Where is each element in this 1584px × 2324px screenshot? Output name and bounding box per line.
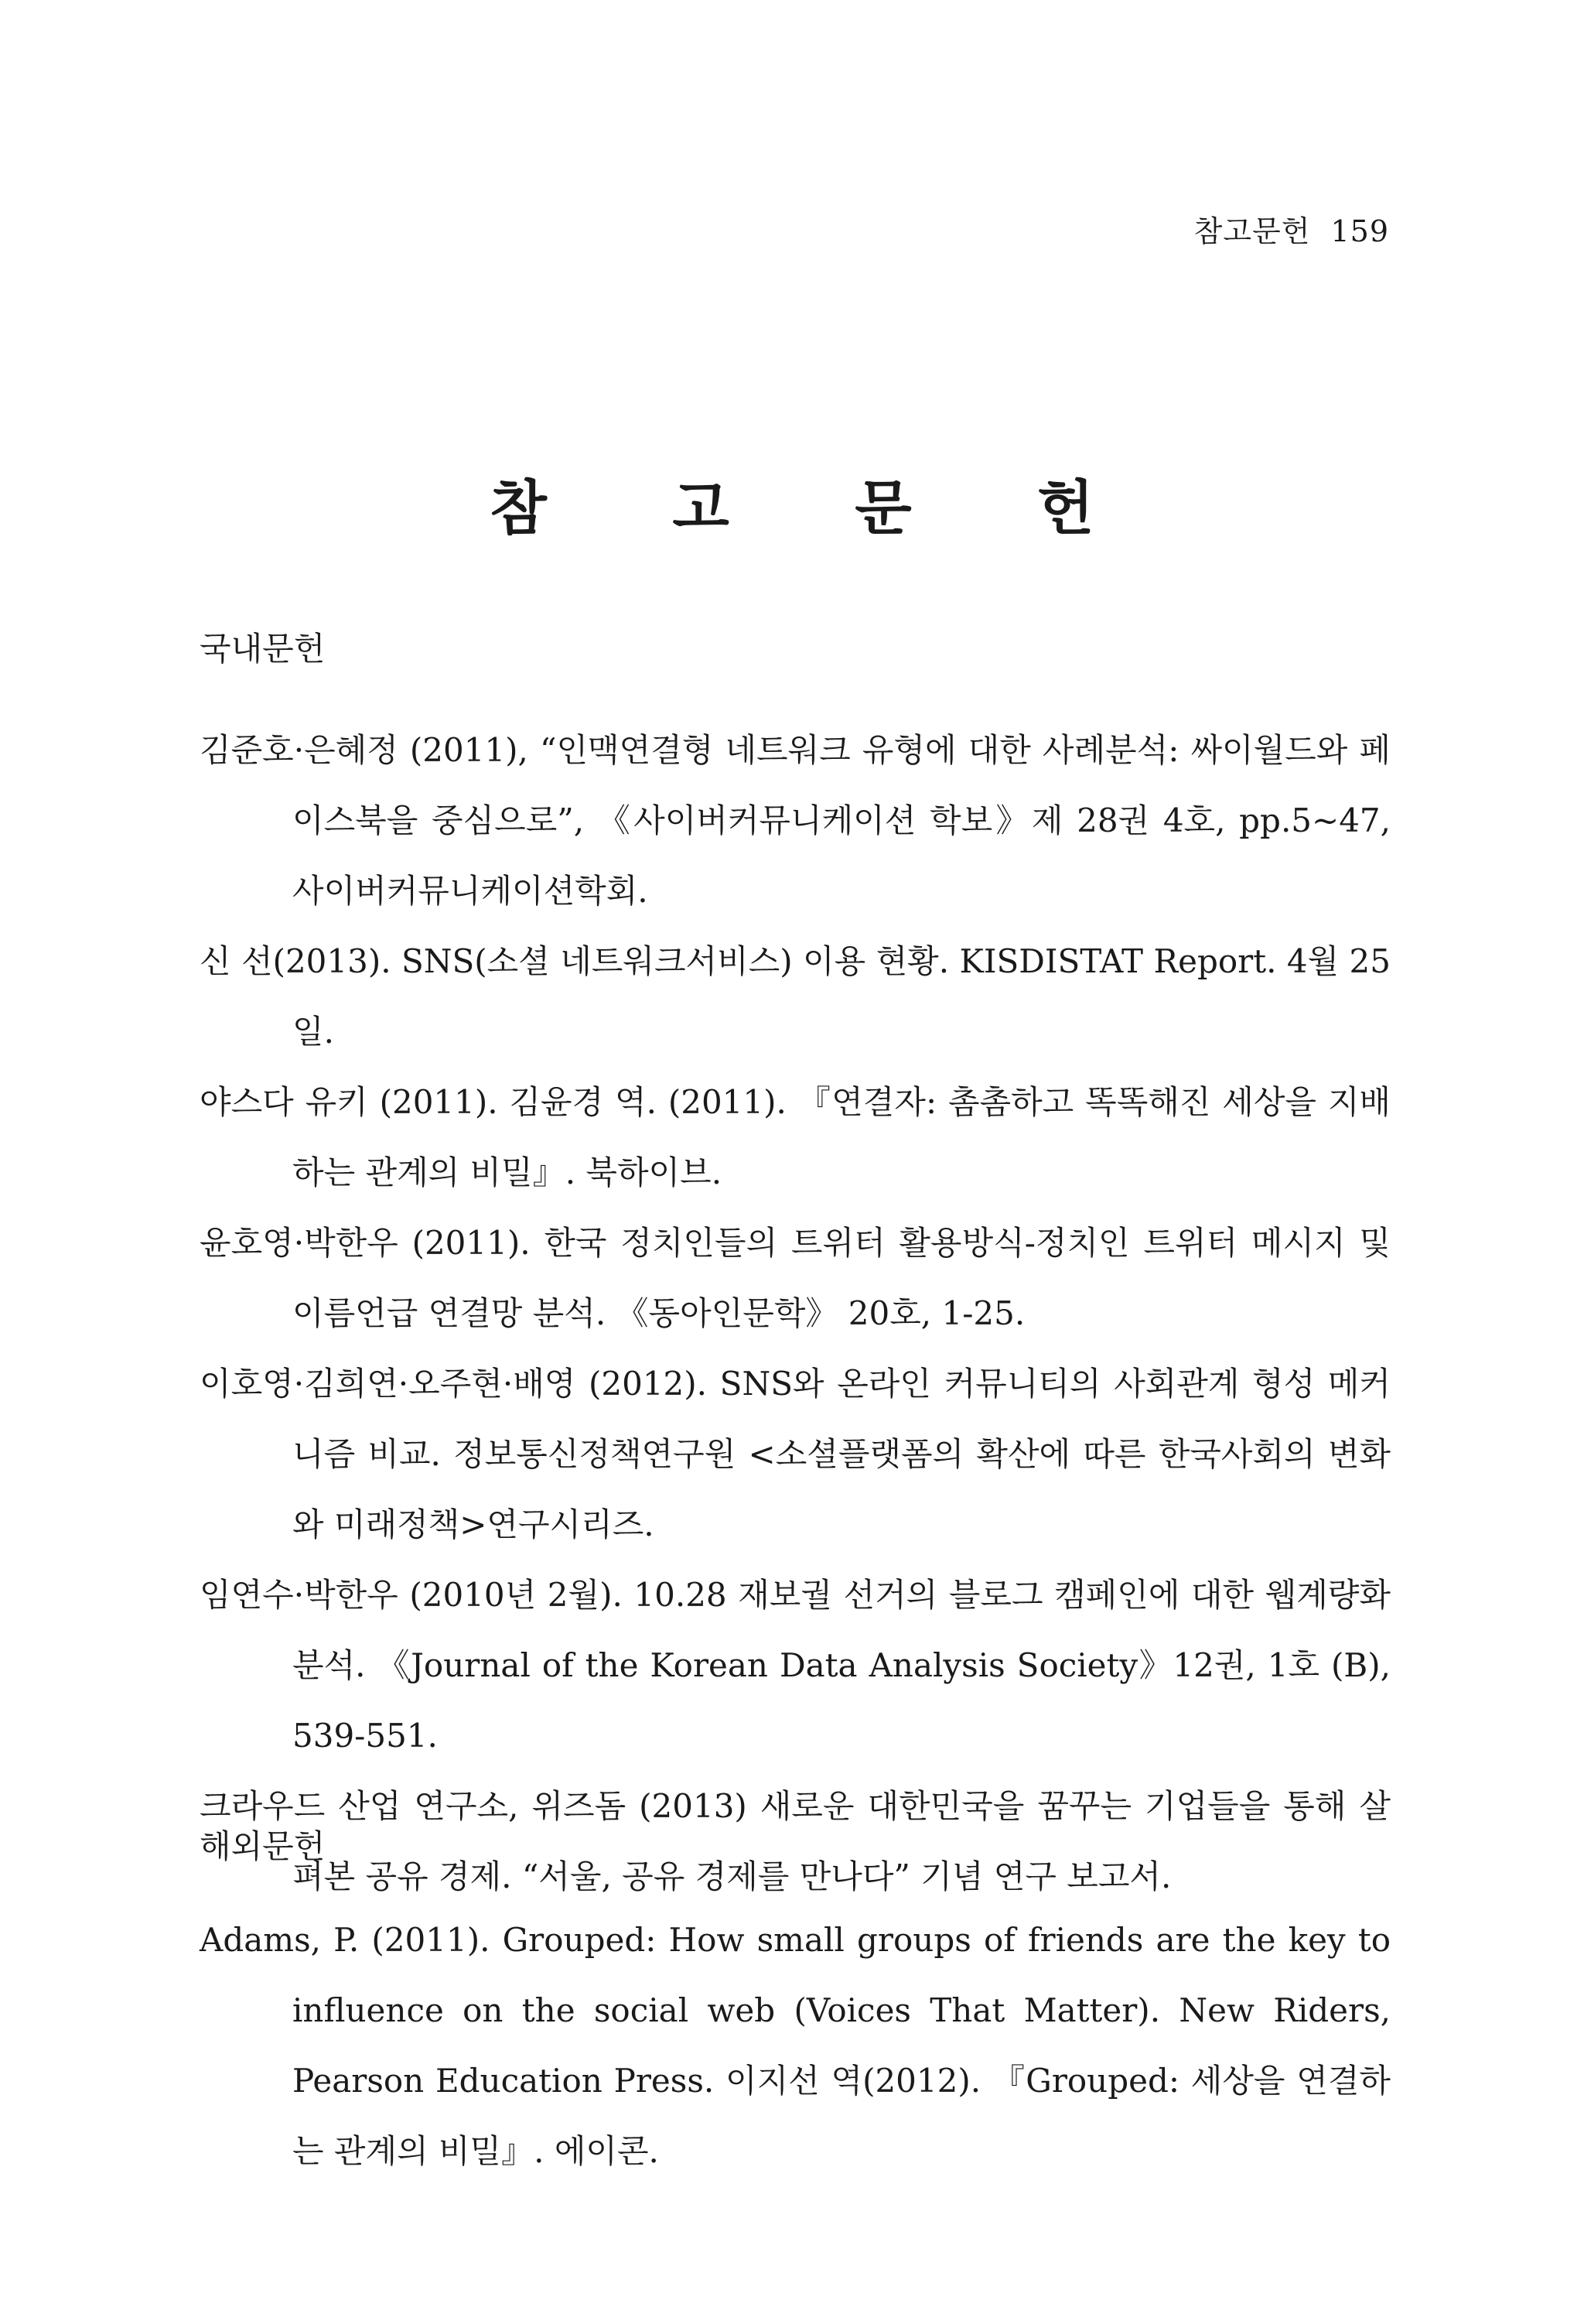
reference-entry: 크라우드 산업 연구소, 위즈돔 (2013) 새로운 대한민국을 꿈꾸는 기업들을 통해 살펴본 공유 경제. “서울, 공유 경제를 만나다” 기념 연구 보고서. (200, 1787, 1391, 1895)
running-header-section: 참고문헌 (1193, 214, 1311, 248)
reference-entry: Adams, P. (2011). Grouped: How small groups of friends are the key to influence on the social web (Voices That Matter). New Riders, Pearson Education Press. 이지선 역(2012). 『Grouped: 세상을 연결하는 관계의 비밀』. 에이콘. (200, 1921, 1391, 2170)
section-heading-domestic: 국내문헌 (200, 630, 326, 668)
page-number: 159 (1330, 214, 1389, 248)
reference-entry: 임연수·박한우 (2010년 2월). 10.28 재보궐 선거의 블로그 캠페인에 대한 웹계량화 분석. 《Journal of the Korean Data Analysis Society》12권, 1호 (B), 539-551. (200, 1576, 1391, 1755)
reference-entry: 윤호영·박한우 (2011). 한국 정치인들의 트위터 활용방식-정치인 트위터 메시지 및 이름언급 연결망 분석. 《동아인문학》 20호, 1-25. (200, 1224, 1391, 1332)
page-title: 참 고 문 헌 (490, 473, 1147, 542)
reference-entry: 야스다 유키 (2011). 김윤경 역. (2011). 『연결자: 촘촘하고 똑똑해진 세상을 지배하는 관계의 비밀』. 북하이브. (200, 1083, 1391, 1191)
reference-entry: 신 선(2013). SNS(소셜 네트워크서비스) 이용 현황. KISDISTAT Report. 4월 25일. (200, 942, 1391, 1051)
reference-entry: 이호영·김희연·오주현·배영 (2012). SNS와 온라인 커뮤니티의 사회관계 형성 메커니즘 비교. 정보통신정책연구원 <소셜플랫폼의 확산에 따른 한국사회의 변화와 미래정책>연구시리즈. (200, 1365, 1391, 1543)
reference-list-foreign (200, 1905, 1391, 2186)
reference-list-domestic (200, 715, 1391, 1912)
reference-entry: 김준호·은혜정 (2011), “인맥연결형 네트워크 유형에 대한 사례분석: 싸이월드와 페이스북을 중심으로”, 《사이버커뮤니케이션 학보》제 28권 4호, pp.5~47, 사이버커뮤니케이션학회. (200, 731, 1391, 910)
running-header (1194, 207, 1389, 250)
section-heading-foreign: 해외문헌 (200, 1827, 326, 1865)
